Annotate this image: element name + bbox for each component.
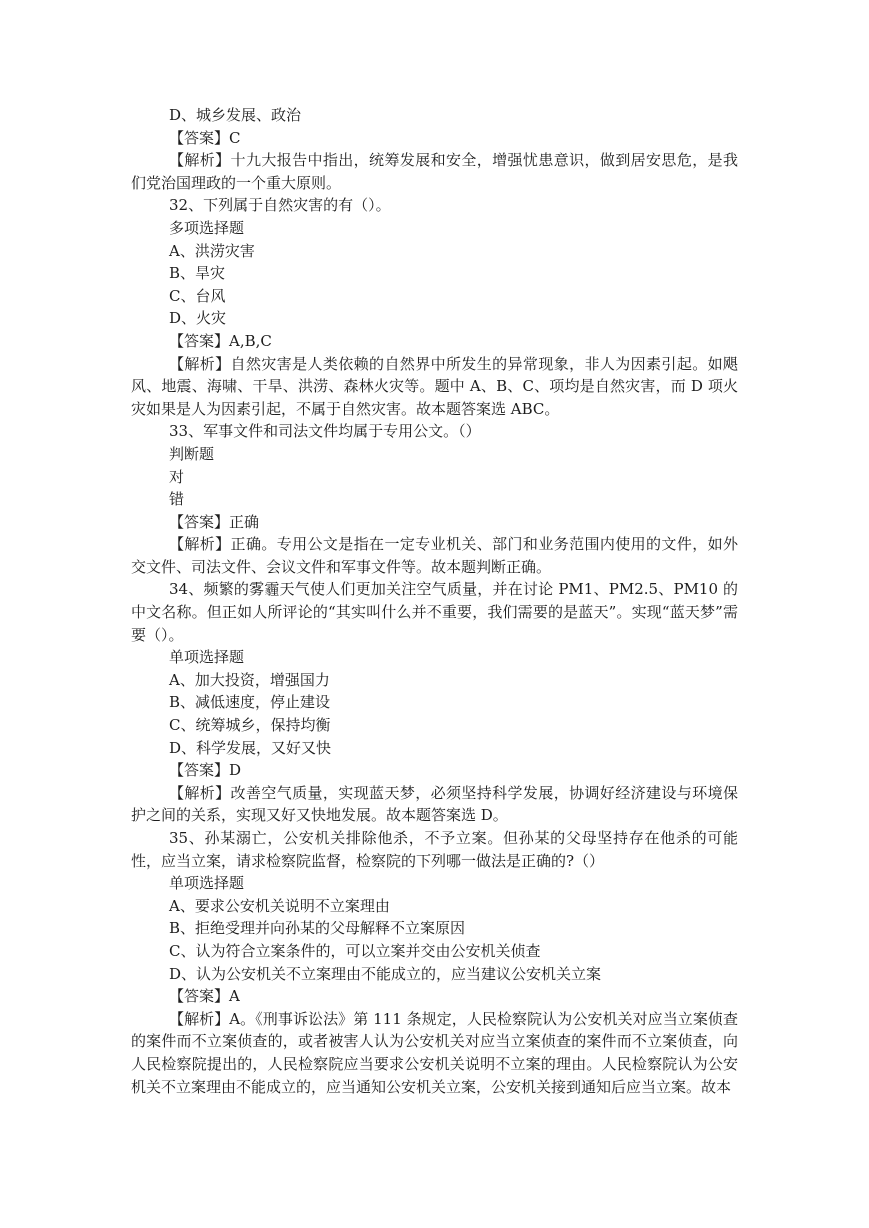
answer-line: 【答案】D bbox=[169, 761, 242, 780]
paragraph: 【解析】正确。专用公文是指在一定专业机关、部门和业务范围内使用的文件，如外交文件、司法文件、会议文件和军事文件等。故本题判断正确。 bbox=[131, 535, 738, 576]
answer-option: C、认为符合立案条件的，可以立案并交由公安机关侦查 bbox=[169, 941, 541, 960]
answer-option: 对 bbox=[169, 467, 185, 486]
paragraph: 【解析】十九大报告中指出，统筹发展和安全，增强忧患意识，做到居安思危，是我们党治国理政的一个重大原则。 bbox=[131, 151, 738, 192]
paragraph: 35、孙某溺亡，公安机关排除他杀，不予立案。但孙某的父母坚持存在他杀的可能性，应当立案，请求检察院监督，检察院的下列哪一做法是正确的?（） bbox=[131, 829, 738, 870]
paragraph: 【解析】A。《刑事诉讼法》第 111 条规定，人民检察院认为公安机关对应当立案侦查的案件而不立案侦查的，或者被害人认为公安机关对应当立案侦查的案件而不立案侦查，向人民检察院提出的，人民检察院应当要求公安机关说明不立案的理由。人民检察院认为公安机关不立案理由不能成立的，应当通知公安机关立案，公安机关接到通知后应当立案。故本 bbox=[131, 1009, 738, 1096]
answer-option: A、加大投资，增强国力 bbox=[169, 670, 330, 689]
document-body bbox=[131, 104, 738, 1098]
answer-option: 错 bbox=[169, 490, 185, 509]
answer-option: D、科学发展，又好又快 bbox=[169, 738, 332, 757]
paragraph: 【解析】自然灾害是人类依赖的自然界中所发生的异常现象，非人为因素引起。如飓风、地震、海啸、干旱、洪涝、森林火灾等。题中 A、B、C、项均是自然灾害，而 D 项火灾如果是人为因素引起，不属于自然灾害。故本题答案选 ABC。 bbox=[131, 354, 738, 418]
question-type: 多项选择题 bbox=[169, 218, 245, 237]
answer-option: B、减低速度，停止建设 bbox=[169, 693, 331, 712]
answer-option: B、旱灾 bbox=[169, 264, 226, 283]
answer-line: 【答案】正确 bbox=[169, 512, 260, 531]
answer-option: B、拒绝受理并向孙某的父母解释不立案原因 bbox=[169, 919, 466, 938]
answer-line: 【答案】C bbox=[169, 128, 241, 147]
question-type: 单项选择题 bbox=[169, 874, 245, 893]
answer-option: A、要求公安机关说明不立案理由 bbox=[169, 896, 390, 915]
question-line: 32、下列属于自然灾害的有（）。 bbox=[169, 196, 391, 215]
answer-line: 【答案】A,B,C bbox=[169, 331, 272, 350]
question-type: 单项选择题 bbox=[169, 648, 245, 667]
answer-option: A、洪涝灾害 bbox=[169, 241, 255, 260]
answer-option: C、台风 bbox=[169, 286, 226, 305]
question-line: 33、军事文件和司法文件均属于专用公文。（） bbox=[169, 422, 481, 441]
paragraph: 【解析】改善空气质量，实现蓝天梦，必须坚持科学发展，协调好经济建设与环境保护之间的关系，实现又好又快地发展。故本题答案选 D。 bbox=[131, 783, 738, 825]
answer-option: C、统筹城乡，保持均衡 bbox=[169, 716, 331, 735]
question-type: 判断题 bbox=[169, 444, 215, 463]
answer-line: 【答案】A bbox=[169, 987, 240, 1006]
paragraph: 34、频繁的雾霾天气使人们更加关注空气质量，并在讨论 PM1、PM2.5、PM10 的中文名称。但正如人所评论的“其实叫什么并不重要，我们需要的是蓝天”。实现“蓝天梦”需要（）。 bbox=[131, 580, 738, 644]
answer-option: D、城乡发展、政治 bbox=[169, 106, 302, 124]
answer-option: D、火灾 bbox=[169, 309, 227, 328]
answer-option: D、认为公安机关不立案理由不能成立的，应当建议公安机关立案 bbox=[169, 964, 602, 983]
